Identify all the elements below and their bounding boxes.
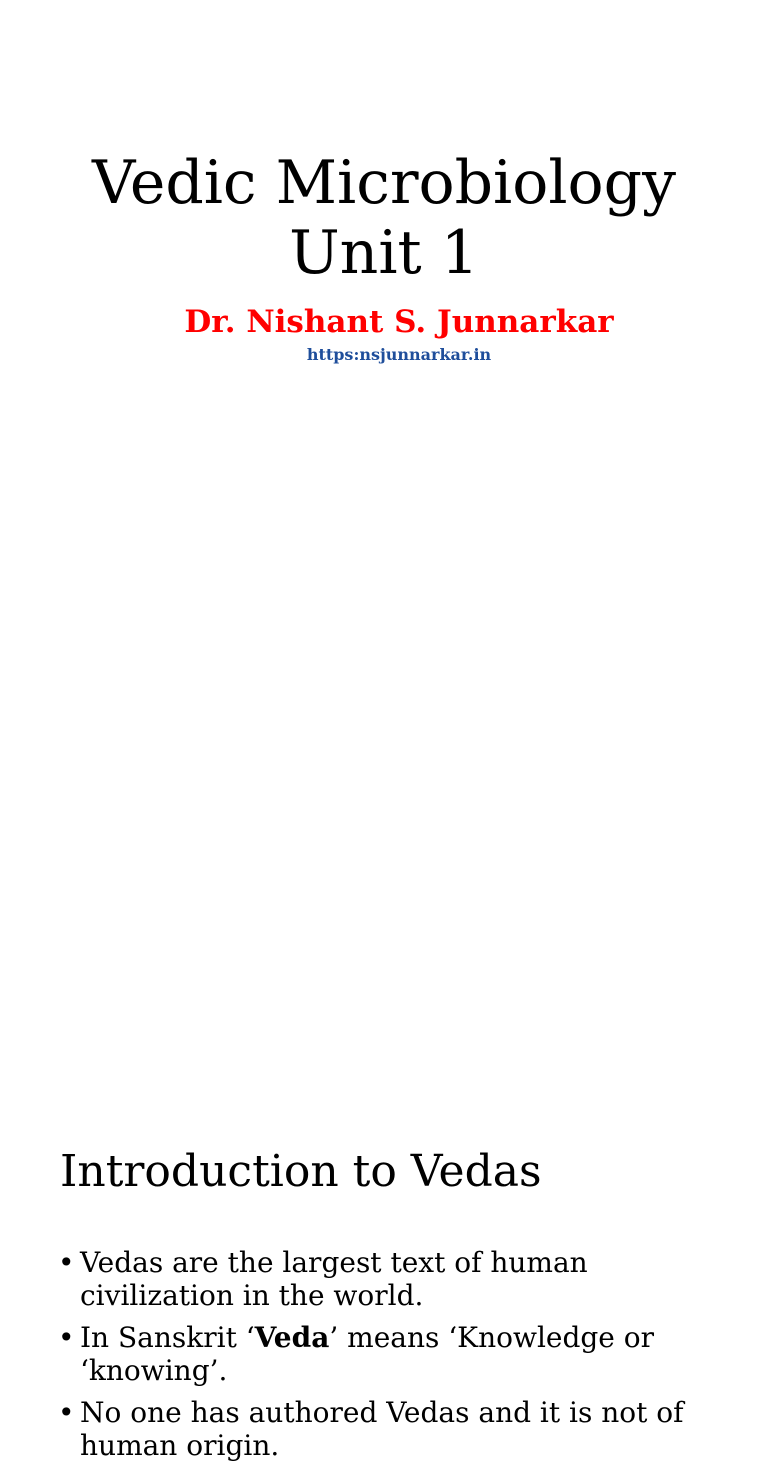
title-line-1: Vedic Microbiology [92,148,676,218]
bullet-item [58,1246,708,1312]
bullet-text-suffix: ’ means ‘Knowledge or ‘knowing’. [80,1321,655,1387]
title-slide [0,0,768,512]
bullet-text: Vedas are the largest text of human civilization in the world. [80,1246,588,1312]
bullet-dot-icon: • [58,1321,75,1354]
bullet-list [58,1246,708,1471]
website-link[interactable]: https:nsjunnarkar.in [306,345,492,364]
bullet-item [58,1321,708,1387]
bullet-item [58,1396,708,1462]
bullet-dot-icon: • [58,1246,75,1279]
bullet-text-prefix: In Sanskrit ‘ [80,1321,255,1354]
bullet-dot-icon: • [58,1396,75,1429]
author-name: Dr. Nishant S. Junnarkar [184,304,614,340]
title-line-2: Unit 1 [289,218,479,288]
bullet-bold-term: Veda [254,1321,330,1354]
slide-heading: Introduction to Vedas [60,1146,542,1197]
bullet-text: No one has authored Vedas and it is not of human origin. [80,1396,684,1462]
content-slide [0,512,768,1462]
slide-title [0,148,768,288]
